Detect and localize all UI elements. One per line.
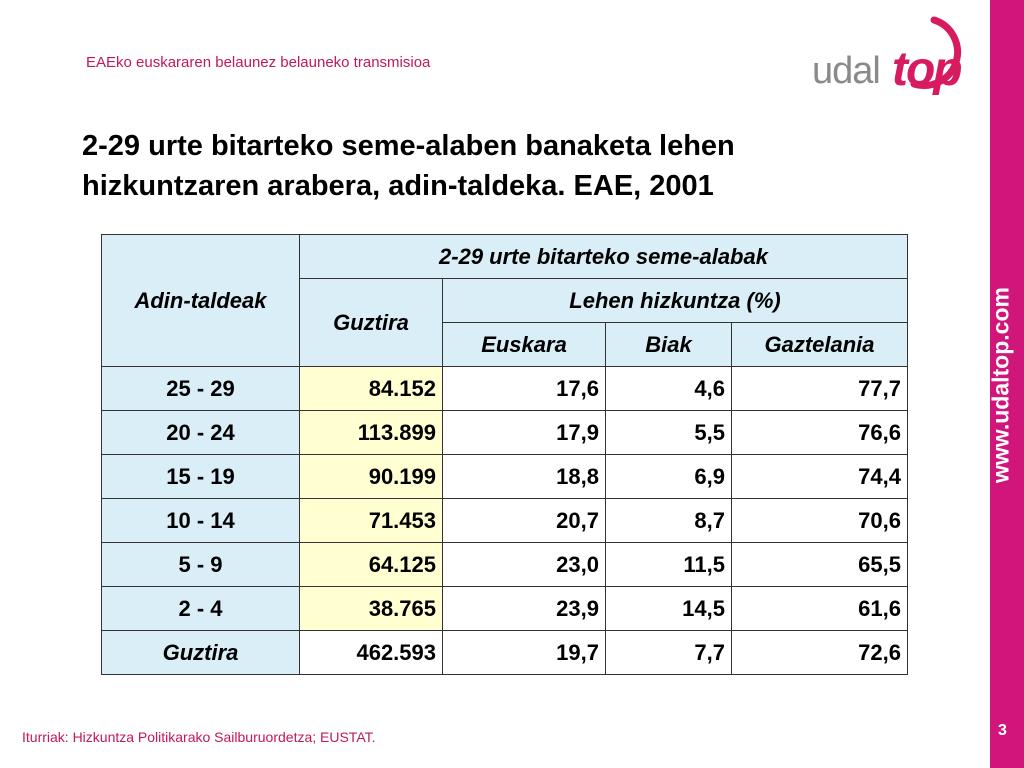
spanish-cell: 65,5 (732, 543, 908, 587)
both-cell: 4,6 (606, 367, 732, 411)
source-note: Iturriak: Hizkuntza Politikarako Sailburuordetza; EUSTAT. (22, 729, 376, 745)
logo-text-top: top (892, 43, 961, 96)
basque-cell: 20,7 (443, 499, 606, 543)
page-number: 3 (998, 722, 1007, 739)
slide-header: EAEko euskararen belaunez belauneko transmisioa (86, 54, 431, 71)
header-spanish: Gaztelania (732, 323, 908, 367)
both-cell: 14,5 (606, 587, 732, 631)
total-cell: 38.765 (300, 587, 443, 631)
side-url-text: www.udaltop.com (987, 287, 1014, 483)
title-line-2: hizkuntzaren arabera, adin-taldeka. EAE, 2001 (82, 170, 714, 202)
total-both-cell: 7,7 (606, 631, 732, 675)
header-total: Guztira (300, 279, 443, 367)
age-cell: 25 - 29 (102, 367, 300, 411)
total-cell: 71.453 (300, 499, 443, 543)
table-row (102, 499, 908, 543)
slide-title (82, 126, 922, 206)
table-row (102, 411, 908, 455)
title-line-1: 2-29 urte bitarteko seme-alaben banaketa lehen (82, 130, 735, 162)
table-row (102, 587, 908, 631)
language-distribution-table (101, 234, 908, 675)
spanish-cell: 70,6 (732, 499, 908, 543)
total-basque-cell: 19,7 (443, 631, 606, 675)
both-cell: 6,9 (606, 455, 732, 499)
age-cell: 5 - 9 (102, 543, 300, 587)
total-age-cell: Guztira (102, 631, 300, 675)
spanish-cell: 76,6 (732, 411, 908, 455)
total-cell: 84.152 (300, 367, 443, 411)
header-group: 2-29 urte bitarteko seme-alabak (300, 235, 908, 279)
basque-cell: 23,0 (443, 543, 606, 587)
header-basque: Euskara (443, 323, 606, 367)
header-first-language: Lehen hizkuntza (%) (443, 279, 908, 323)
header-both: Biak (606, 323, 732, 367)
table-total-row (102, 631, 908, 675)
age-cell: 20 - 24 (102, 411, 300, 455)
both-cell: 11,5 (606, 543, 732, 587)
header-age-groups: Adin-taldeak (102, 235, 300, 367)
total-cell: 90.199 (300, 455, 443, 499)
both-cell: 8,7 (606, 499, 732, 543)
spanish-cell: 77,7 (732, 367, 908, 411)
age-cell: 15 - 19 (102, 455, 300, 499)
basque-cell: 23,9 (443, 587, 606, 631)
basque-cell: 18,8 (443, 455, 606, 499)
both-cell: 5,5 (606, 411, 732, 455)
logo-text-udal: udal (812, 50, 880, 92)
udaltop-logo (812, 14, 972, 100)
grand-total-cell: 462.593 (300, 631, 443, 675)
spanish-cell: 61,6 (732, 587, 908, 631)
spanish-cell: 74,4 (732, 455, 908, 499)
total-spanish-cell: 72,6 (732, 631, 908, 675)
basque-cell: 17,6 (443, 367, 606, 411)
table-row (102, 455, 908, 499)
age-cell: 10 - 14 (102, 499, 300, 543)
table-row (102, 543, 908, 587)
age-cell: 2 - 4 (102, 587, 300, 631)
table-row (102, 367, 908, 411)
basque-cell: 17,9 (443, 411, 606, 455)
total-cell: 64.125 (300, 543, 443, 587)
total-cell: 113.899 (300, 411, 443, 455)
